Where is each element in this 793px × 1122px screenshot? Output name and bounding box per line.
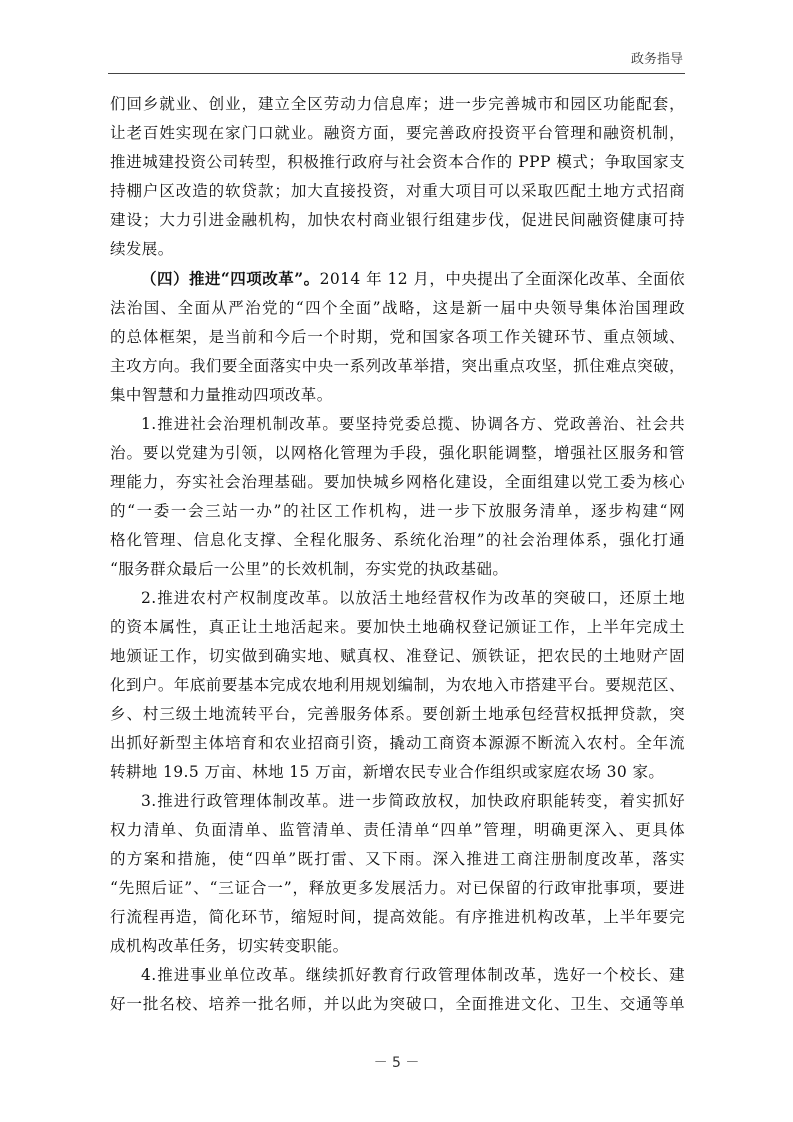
document-body (110, 90, 685, 1019)
paragraph-rural-property (110, 584, 685, 787)
text-line: 持棚户区改造的软贷款；加大直接投资，对重大项目可以采取匹配土地方式招商 (110, 182, 685, 200)
text-line: 化到户。年底前要基本完成农地利用规划编制，为农地入市搭建平台。要规范区、 (110, 676, 685, 694)
text-line: 集中智慧和力量推动四项改革。 (110, 386, 333, 404)
text-line: 格化管理、信息化支撑、全程化服务、系统化治理”的社会治理体系，强化打通 (110, 531, 685, 549)
text-line: 让老百姓实现在家门口就业。融资方面，要完善政府投资平台管理和融资机制， (110, 124, 685, 142)
text-line: 理能力，夯实社会治理基础。要加快城乡网格化建设，全面组建以党工委为核心 (110, 473, 685, 491)
text-line (110, 264, 685, 294)
text-line: 地颁证工作，切实做到确实地、赋真权、准登记、颁铁证，把农民的土地财产固 (110, 647, 685, 665)
paragraph-public-institutions (110, 961, 685, 1019)
text-line: 1.推进社会治理机制改革。要坚持党委总揽、协调各方、党政善治、社会共 (141, 415, 685, 433)
header-divider (108, 73, 685, 74)
text-line: 推进城建投资公司转型，积极推行政府与社会资本合作的 PPP 模式；争取国家支 (110, 153, 685, 171)
text-line: 主攻方向。我们要全面落实中央一系列改革举措，突出重点攻坚，抓住难点突破， (110, 357, 685, 375)
text-line: 的“一委一会三站一办”的社区工作机构，进一步下放服务清单，逐步构建“网 (110, 502, 685, 520)
text-line: 2.推进农村产权制度改革。以放活土地经营权作为改革的突破口，还原土地 (141, 589, 685, 607)
paragraph-administrative (110, 787, 685, 961)
page-number: － 5 － (373, 1055, 420, 1071)
text-line: 建设；大力引进金融机构，加快农村商业银行组建步伐，促进民间融资健康可持 (110, 211, 685, 229)
section-label: 政务指导 (630, 52, 683, 67)
text-line: 转耕地 19.5 万亩、林地 15 万亩，新增农民专业合作组织或家庭农场 30 家。 (110, 763, 665, 781)
text-line: 的方案和措施，使“四单”既打雷、又下雨。深入推进工商注册制度改革，落实 (110, 850, 685, 868)
text-run: 2014 年 12 月，中央提出了全面深化改革、全面依 (319, 270, 685, 288)
text-line: 的资本属性，真正让土地活起来。要加快土地确权登记颁证工作，上半年完成土 (110, 618, 685, 636)
section-heading: （四）推进“四项改革”。 (141, 269, 320, 288)
text-line: “服务群众最后一公里”的长效机制，夯实党的执政基础。 (110, 560, 509, 578)
text-line: 的总体框架，是当前和今后一个时期，党和国家各项工作关键环节、重点领域、 (110, 328, 685, 346)
text-line: 们回乡就业、创业，建立全区劳动力信息库；进一步完善城市和园区功能配套， (110, 95, 685, 113)
text-line: 4.推进事业单位改革。继续抓好教育行政管理体制改革，选好一个校长、建 (141, 966, 685, 984)
text-line: 成机构改革任务，切实转变职能。 (110, 937, 349, 955)
text-line: 权力清单、负面清单、监管清单、责任清单“四单”管理，明确更深入、更具体 (110, 821, 685, 839)
page-header (0, 0, 793, 80)
text-line: 法治国、全面从严治党的“四个全面”战略，这是新一届中央领导集体治国理政 (110, 299, 685, 317)
text-line: “先照后证”、“三证合一”，释放更多发展活力。对已保留的行政审批事项，要进 (110, 879, 685, 897)
paragraph-financing (110, 90, 685, 264)
text-line: 治。要以党建为引领，以网格化管理为手段，强化职能调整，增强社区服务和管 (110, 444, 685, 462)
text-line: 3.推进行政管理体制改革。进一步简政放权，加快政府职能转变，着实抓好 (141, 792, 685, 810)
paragraph-social-governance (110, 410, 685, 584)
text-line: 出抓好新型主体培育和农业招商引资，撬动工商资本源源不断流入农村。全年流 (110, 734, 685, 752)
text-line: 行流程再造，简化环节，缩短时间，提高效能。有序推进机构改革，上半年要完 (110, 908, 685, 926)
paragraph-four-reforms (110, 264, 685, 410)
text-line: 好一批名校、培养一批名师，并以此为突破口，全面推进文化、卫生、交通等单 (110, 995, 685, 1013)
text-line: 乡、村三级土地流转平台，完善服务体系。要创新土地承包经营权抵押贷款，突 (110, 705, 685, 723)
text-line: 续发展。 (110, 240, 174, 258)
